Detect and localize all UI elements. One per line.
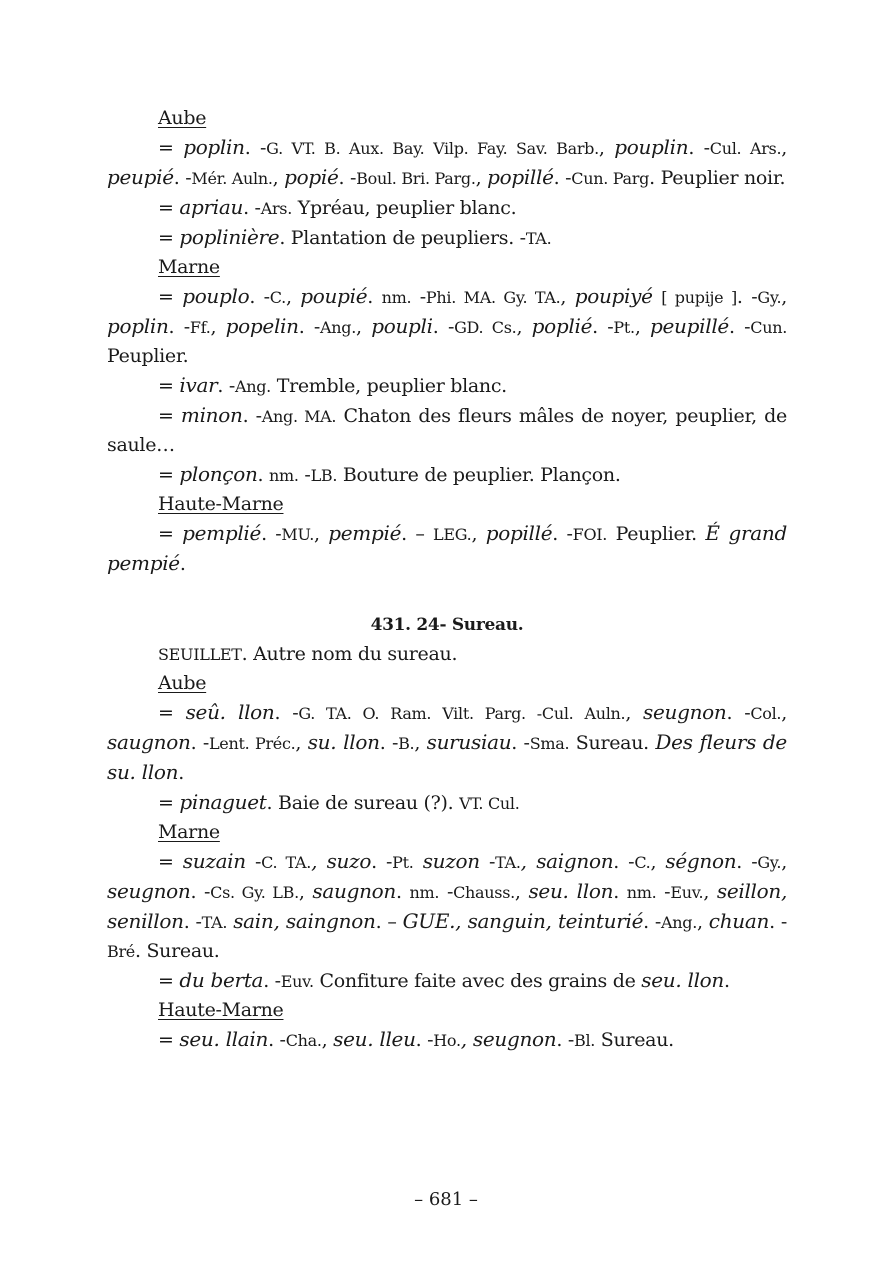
dialect-term: poplin [107,314,169,338]
text-run: . - [263,970,281,992]
dialect-term: peupié [107,165,174,189]
dialect-term: pouplo [182,284,250,308]
text-run: , [356,316,372,338]
locality-abbrev: nm. [269,466,299,485]
text-run: . Peuplier noir. [649,167,786,189]
text-run: . - [728,316,751,338]
locality-abbrev: Euv. [670,883,704,902]
text-run: . [367,286,382,308]
locality-abbrev: C. TA. [261,853,312,872]
region-heading: Marne [158,256,220,278]
page-body [107,104,787,1055]
dialect-term: poupiyé [574,284,653,308]
text-run: = [158,375,180,397]
text-run: = [158,197,180,219]
locality-abbrev: FOI. [572,525,608,544]
locality-abbrev: Bré [107,942,135,961]
text-run: Sureau. [569,732,656,754]
dialect-term: poplié [531,314,593,338]
text-run: , [210,316,226,338]
text-run: . – [375,911,403,933]
dialect-term: ivar [179,373,218,397]
text-run: . - [736,286,758,308]
dialect-term: suzon [422,849,480,873]
locality-abbrev: TA. [525,229,552,248]
text-run: . Baie de sureau (?). [266,792,460,814]
text-run: . [257,464,270,486]
text-run: , [560,286,575,308]
locality-abbrev: Cun. Parg [571,169,650,188]
locality-abbrev: nm. [409,883,440,902]
entry-paragraph [107,371,787,401]
text-run: = [158,286,183,308]
text-run: Ypréau, peuplier blanc. [292,197,517,219]
text-run: . - [190,732,209,754]
text-run: Confiture faite avec des grains de [313,970,642,992]
dialect-term: saugnon [312,879,396,903]
dialect-term: pempié [328,521,402,545]
text-run: , [598,137,615,159]
text-run: , [781,702,787,724]
text-run: , [781,851,787,873]
text-run: , [314,523,329,545]
region-heading: Marne [158,821,220,843]
dialect-term: plonçon [179,462,258,486]
locality-abbrev: B. [398,734,415,753]
text-run: . - [268,1029,286,1051]
text-run: . - [338,167,357,189]
locality-abbrev: C. [634,853,651,872]
locality-abbrev: Mér. Auln. [191,169,273,188]
locality-abbrev: Ang. [320,318,357,337]
text-run: . - [556,1029,574,1051]
locality-abbrev: Cul. Ars. [709,139,782,158]
text-run: = [158,851,183,873]
text-run: Bouture de peuplier. Plançon. [337,464,621,486]
dialect-term: poplinière [179,225,280,249]
locality-abbrev: SEUILLET [158,645,242,664]
dialect-term: poplin [183,135,245,159]
text-run: . [179,553,186,575]
text-run: . - [244,137,267,159]
locality-abbrev: Ars. [260,199,292,218]
text-run: , [285,286,301,308]
dialect-term: suzain [182,849,246,873]
text-run: . Plantation de peupliers. - [279,227,526,249]
text-run: Peuplier. [607,523,706,545]
entry-paragraph [107,193,787,223]
locality-abbrev: Gy. [757,288,782,307]
dialect-term: seû. llon [185,700,275,724]
text-run: , [634,316,650,338]
locality-abbrev: Ang. MA. [261,407,337,426]
text-run [414,851,423,873]
locality-abbrev: Euv. [280,972,314,991]
section-title: 431. 24- Sureau. [370,615,524,635]
locality-abbrev: Cs. Gy. LB. [210,883,299,902]
dialect-term: saugnon [107,730,191,754]
text-run: . - [552,523,573,545]
dialect-term: peupillé [650,314,729,338]
text-run: . - [613,851,635,873]
entry-paragraph [107,847,787,966]
text-run: . - [643,911,662,933]
text-run: , [703,881,717,903]
text-run: , [414,732,427,754]
dialect-term: seu. lleu [333,1027,416,1051]
locality-abbrev: Pt. [613,318,635,337]
page-number: – 681 – [414,1189,478,1210]
text-run: . - [274,702,299,724]
text-run: - [479,851,496,873]
dialect-term: sain, saingnon [233,909,376,933]
entry-paragraph [107,966,787,996]
locality-abbrev: VT. Cul. [459,794,520,813]
dialect-term: pouplin [614,135,689,159]
text-run: , [781,137,787,159]
locality-abbrev: MU. [281,525,315,544]
text-run: = [158,792,180,814]
locality-abbrev: Boul. Bri. Parg. [356,169,476,188]
locality-abbrev: nm. [381,288,412,307]
locality-abbrev: nm. [626,883,657,902]
text-run: . - [243,197,261,219]
text-run: . Sureau. [134,940,220,962]
locality-abbrev: GD. Cs. [454,318,517,337]
dialect-term: pemplié [182,521,262,545]
text-run: . - [415,1029,434,1051]
entry-paragraph [107,1025,787,1055]
locality-abbrev: C. [269,288,286,307]
text-run: , [471,523,486,545]
dialect-term: popié [284,165,339,189]
text-run: , [272,167,285,189]
text-run: = [158,970,180,992]
dialect-term: seu. llain [179,1027,269,1051]
text-run: . - [190,881,211,903]
locality-abbrev: G. TA. O. Ram. Vilt. Parg. -Cul. Auln. [298,704,626,723]
entry-paragraph [107,698,787,788]
entry-paragraph [107,640,787,669]
text-run: - [298,464,311,486]
locality-abbrev: G. VT. B. Aux. Bay. Vilp. Fay. Sav. Barb. [266,139,599,158]
dialect-term: apriau [179,195,244,219]
text-run: . [178,762,184,784]
text-run: , [697,911,709,933]
text-run: . - [511,732,530,754]
text-run: . - [261,523,282,545]
text-run: . [724,970,730,992]
dialect-term: chuan [708,909,770,933]
text-run: . - [553,167,572,189]
region-heading: Haute-Marne [158,493,284,515]
dialect-term: surusiau [426,730,512,754]
dialect-term: poupli [371,314,433,338]
locality-abbrev: Chauss. [453,883,515,902]
text-run: . - [592,316,614,338]
text-run: = [158,464,180,486]
dialect-term: popillé [487,165,554,189]
text-run: . - [379,732,399,754]
dialect-term: ségnon [665,849,737,873]
text-run: - [245,851,262,873]
text-run: - [411,286,426,308]
entry-paragraph [107,519,787,579]
text-run: . - [432,316,455,338]
text-run: = [158,405,181,427]
text-run: , [650,851,666,873]
locality-abbrev: TA. [495,853,521,872]
dialect-term: pinaguet [179,790,267,814]
dialect-term: seugnon [643,700,727,724]
entry-paragraph [107,133,787,193]
text-run: . [613,881,627,903]
text-run: . – [401,523,434,545]
text-run: . - [242,405,262,427]
dialect-term: popelin [225,314,299,338]
text-run: , [514,881,529,903]
entry-paragraph [107,223,787,253]
locality-abbrev: LEG. [433,525,472,544]
locality-abbrev: Lent. Préc. [208,734,296,753]
dialect-term: poupié [300,284,368,308]
text-run: . - [173,167,192,189]
locality-abbrev: Phi. MA. Gy. TA. [425,288,561,307]
locality-abbrev: Ho. [433,1031,461,1050]
text-run: - [439,881,454,903]
text-run: Chaton des fleurs mâles de noyer, peuplier, de saule… [107,405,787,456]
dialect-term: , saignon [520,849,614,873]
text-run: , [298,881,313,903]
locality-abbrev: Ff. [189,318,211,337]
dialect-term: su. llon [307,730,380,754]
dialect-term: seillon, senillon [107,879,788,933]
text-run: . - [298,316,321,338]
locality-abbrev: Cun. [750,318,788,337]
text-run: . - [371,851,393,873]
text-run: . - [688,137,710,159]
dialect-term: seugnon [107,879,191,903]
locality-abbrev: LB. [310,466,338,485]
text-run: . - [736,851,758,873]
text-run: . - [249,286,270,308]
entry-paragraph [107,788,787,818]
dialect-term: GUE., sanguin, teinturié [402,909,644,933]
dialect-term: seu. llon [528,879,614,903]
region-heading: Aube [158,672,207,694]
locality-abbrev: Bl. [574,1031,596,1050]
text-run: = [158,137,184,159]
text-run: , [475,167,488,189]
locality-abbrev: Gy. [757,853,782,872]
locality-abbrev: [ pupije ] [661,288,737,307]
entry-paragraph [107,282,787,371]
text-run: = [158,227,180,249]
region-heading: Haute-Marne [158,999,284,1021]
entry-paragraph [107,460,787,490]
text-run: , [321,1029,334,1051]
text-run: - [656,881,671,903]
dialect-term: popillé [485,521,553,545]
dialect-term: , suzo [311,849,372,873]
text-run: , [295,732,308,754]
text-run: = [158,523,183,545]
region-heading: Aube [158,107,207,129]
dialect-term: É grand pempié [107,521,787,575]
text-run: , [781,286,787,308]
locality-abbrev: Cha. [285,1031,322,1050]
locality-abbrev: Ang. [661,913,698,932]
locality-abbrev: Col. [750,704,782,723]
text-run: , [625,702,644,724]
text-run: Tremble, peuplier blanc. [270,375,507,397]
dialect-term: Des fleurs de su. llon [107,730,787,784]
entry-paragraph [107,401,787,460]
dialect-term: seu. llon [641,968,724,992]
text-run: , [516,316,532,338]
text-run: . - [726,702,751,724]
locality-abbrev: Sma. [529,734,570,753]
locality-abbrev: TA. [201,913,228,932]
dialect-term: , seugnon [460,1027,557,1051]
text-run: . [396,881,410,903]
text-run: = [158,702,186,724]
dialect-term: minon [180,403,243,427]
text-run [653,286,662,308]
text-run: . - [183,911,202,933]
text-run: . - [168,316,190,338]
text-run: Peuplier. [107,345,189,367]
text-run: Sureau. [595,1029,674,1051]
locality-abbrev: Pt. [392,853,414,872]
text-run: . - [769,911,787,933]
locality-abbrev: Ang. [234,377,271,396]
text-run: . - [217,375,235,397]
text-run: = [158,1029,180,1051]
dialect-term: du berta [179,968,264,992]
text-run: . Autre nom du sureau. [241,643,458,665]
